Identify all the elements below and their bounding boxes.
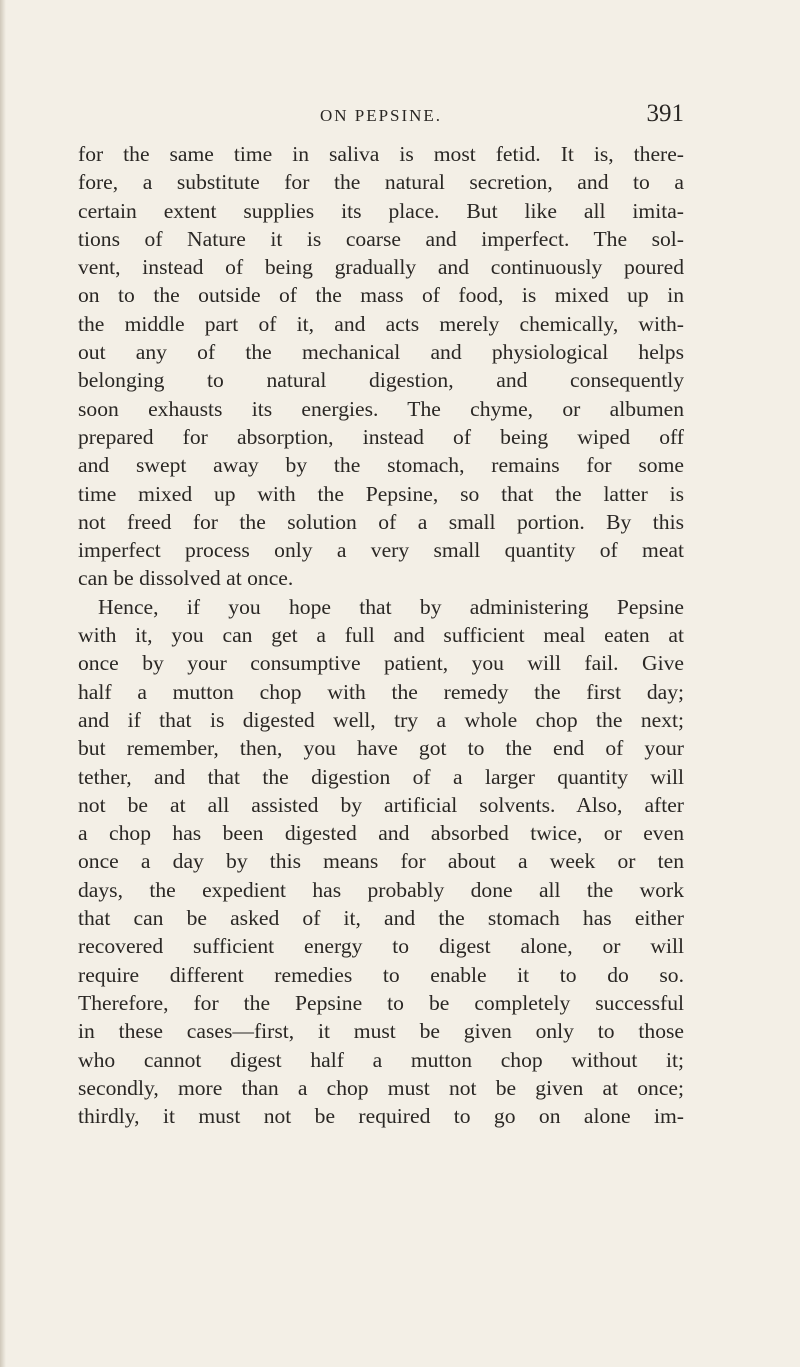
- text-line: vent, instead of being gradually and continuously poured: [78, 255, 684, 280]
- text-line: prepared for absorption, instead of being wiped off: [78, 424, 684, 449]
- text-line: require different remedies to enable it to do so.: [78, 962, 684, 987]
- text-line: for the same time in saliva is most fetid. It is, there-: [78, 142, 684, 166]
- text-line: secondly, more than a chop must not be given at once;: [78, 1075, 684, 1100]
- text-line: thirdly, it must not be required to go on alone im-: [78, 1104, 684, 1129]
- text-line: half a mutton chop with the remedy the first day;: [78, 679, 684, 704]
- text-line: belonging to natural digestion, and consequently: [78, 368, 684, 393]
- text-line: tions of Nature it is coarse and imperfect. The sol-: [78, 226, 684, 251]
- paragraph-start-line: Hence, if you hope that by administering Pepsine: [98, 594, 684, 619]
- body-text: [78, 140, 684, 1130]
- text-line: that can be asked of it, and the stomach has either: [78, 906, 684, 931]
- text-line: soon exhausts its energies. The chyme, or albumen: [78, 396, 684, 421]
- text-line: days, the expedient has probably done all the work: [78, 877, 684, 902]
- text-line: fore, a substitute for the natural secretion, and to a: [78, 170, 684, 195]
- text-line: certain extent supplies its place. But like all imita-: [78, 198, 684, 223]
- text-line: the middle part of it, and acts merely chemically, with-: [78, 311, 684, 336]
- text-line: imperfect process only a very small quantity of meat: [78, 538, 684, 563]
- text-line: recovered sufficient energy to digest alone, or will: [78, 934, 684, 959]
- text-line: a chop has been digested and absorbed twice, or even: [78, 821, 684, 846]
- running-title: ON PEPSINE.: [319, 106, 443, 125]
- text-line: once a day by this means for about a week or ten: [78, 849, 684, 874]
- paragraph-end-line: can be dissolved at once.: [78, 566, 294, 591]
- page-edge: [0, 0, 6, 1367]
- text-line: and if that is digested well, try a whole chop the next;: [78, 707, 684, 732]
- text-line: not be at all assisted by artificial solvents. Also, after: [78, 792, 684, 817]
- text-line: who cannot digest half a mutton chop without it;: [78, 1047, 684, 1072]
- text-line: time mixed up with the Pepsine, so that the latter is: [78, 481, 684, 506]
- text-line: not freed for the solution of a small portion. By this: [78, 509, 684, 534]
- page-number: 391: [646, 100, 684, 127]
- text-line: once by your consumptive patient, you will fail. Give: [78, 651, 684, 676]
- text-line: in these cases—first, it must be given only to those: [78, 1019, 684, 1044]
- text-line: but remember, then, you have got to the end of your: [78, 736, 684, 761]
- text-line: out any of the mechanical and physiological helps: [78, 340, 684, 365]
- text-line: tether, and that the digestion of a larger quantity will: [78, 764, 684, 789]
- text-line: with it, you can get a full and sufficient meal eaten at: [78, 623, 684, 648]
- text-line: Therefore, for the Pepsine to be completely successful: [78, 990, 684, 1015]
- text-line: on to the outside of the mass of food, is mixed up in: [78, 283, 684, 308]
- text-line: and swept away by the stomach, remains for some: [78, 453, 684, 478]
- running-header: [78, 100, 684, 134]
